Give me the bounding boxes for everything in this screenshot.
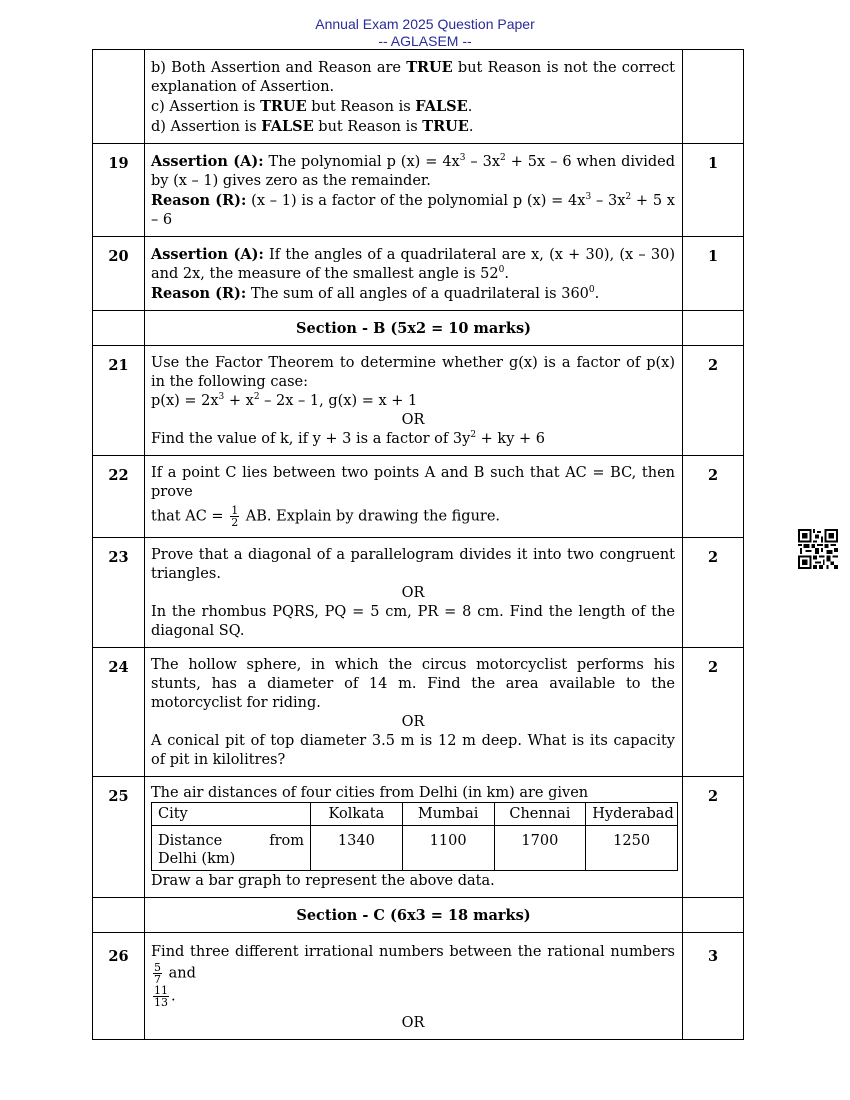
assertion: Assertion (A): If the angles of a quadrilateral are x, (x + 30), (x – 30) and 2x, the measure of the smallest angle is $52^0$. [151, 246, 675, 282]
table-row [93, 538, 744, 648]
distance-table [151, 802, 678, 871]
marks: 2 [683, 346, 744, 456]
table-header-cell: Hyderabad [586, 803, 678, 826]
marks: 3 [683, 933, 744, 1040]
marks: 2 [683, 538, 744, 648]
table-cell: 1250 [586, 826, 678, 871]
table-cell: 1100 [402, 826, 494, 871]
marks: 2 [683, 648, 744, 777]
question-text: The air distances of four cities from Delhi (in km) are given City Kolkata Mumbai Chennai Hyderabad Distance from Delhi (km) 1340 1100 1700 1250 Draw a bar graph to represent the above data. [145, 777, 683, 898]
table-header-cell: Mumbai [402, 803, 494, 826]
table-row [93, 933, 744, 1040]
table-cell: 1340 [311, 826, 403, 871]
alternative: Find the value of k, if y + 3 is a factor of $3y^2$ + ky + 6 [151, 430, 545, 447]
question-number: 25 [93, 777, 145, 898]
table-row [93, 237, 744, 311]
table-row [93, 648, 744, 777]
question-text: Use the Factor Theorem to determine whether g(x) is a factor of p(x) in the following case: $p(x) = 2x^3 + x^2 - 2x - 1$, g(x) = x + 1 OR Find the value of k, if y + 3 is a factor of $3y^2$ + ky + 6 [145, 346, 683, 456]
table-header-row [152, 803, 678, 826]
question-number: 20 [93, 237, 145, 311]
question-number: 26 [93, 933, 145, 1040]
question-text: Find three different irrational numbers between the rational numbers $\frac{5}{7}$ and $\frac{11}{13}$ . OR [145, 933, 683, 1040]
section-heading: Section - C (6x3 = 18 marks) [145, 898, 683, 933]
source-label: -- AGLASEM -- [378, 33, 472, 49]
table-row [93, 777, 744, 898]
assertion: Assertion (A): The polynomial p $(x) = 4x^3 - 3x^2 + 5x - 6$ when divided by (x – 1) gives zero as the remainder. [151, 153, 676, 189]
exam-title: Annual Exam 2025 Question Paper [315, 16, 535, 32]
table-cell: 1700 [494, 826, 586, 871]
question-number: 21 [93, 346, 145, 456]
table-row [93, 144, 744, 237]
question-text [145, 144, 683, 237]
section-heading: Section - B (5x2 = 10 marks) [145, 311, 683, 346]
question-text: Prove that a diagonal of a parallelogram divides it into two congruent triangles. OR In the rhombus PQRS, PQ = 5 cm, PR = 8 cm. Find the length of the diagonal SQ. [145, 538, 683, 648]
question-number: 24 [93, 648, 145, 777]
fraction: $\frac{11}{13}$ [154, 984, 168, 1009]
or-label: OR [401, 714, 425, 730]
table-row [93, 311, 744, 346]
table-row [93, 50, 744, 144]
or-label: OR [401, 412, 425, 428]
question-table [92, 49, 744, 1040]
qr-code-icon [798, 528, 838, 570]
option-c: c) Assertion is TRUE but Reason is FALSE. [151, 98, 473, 115]
question-number [93, 50, 145, 144]
question-number: 23 [93, 538, 145, 648]
option-d: d) Assertion is FALSE but Reason is TRUE. [151, 118, 474, 135]
fraction: $\frac{1}{2}$ [231, 504, 239, 529]
question-text [145, 50, 683, 144]
question-text [145, 237, 683, 311]
table-row [93, 346, 744, 456]
expression: $p(x) = 2x^3 + x^2 - 2x - 1$, g(x) = x + 1 [151, 392, 418, 409]
reason: Reason (R): (x – 1) is a factor of the polynomial p $(x) = 4x^3 - 3x^2 + 5$ x – 6 [151, 192, 675, 228]
page-header [0, 16, 850, 50]
marks: 2 [683, 456, 744, 538]
table-row [93, 456, 744, 538]
table-header-cell: Chennai [494, 803, 586, 826]
marks: 2 [683, 777, 744, 898]
table-row [93, 898, 744, 933]
marks [683, 50, 744, 144]
question-text: The hollow sphere, in which the circus motorcyclist performs his stunts, has a diameter of 14 m. Find the area available to the motorcyclist for riding. OR A conical pit of top diameter 3.5 m is 12 m deep. What is its capacity of pit in kilolitres? [145, 648, 683, 777]
marks: 1 [683, 144, 744, 237]
or-label: OR [401, 585, 425, 601]
fraction: $\frac{5}{7}$ [154, 961, 161, 986]
table-row [152, 826, 678, 871]
table-header-cell: City [152, 803, 311, 826]
question-text: If a point C lies between two points A and B such that AC = BC, then prove that AC = $\frac{1}{2}$ AB. Explain by drawing the figure. [145, 456, 683, 538]
option-b: b) Both Assertion and Reason are TRUE but Reason is not the correct explanation of Assertion. [151, 59, 676, 95]
table-cell: Distance from Delhi (km) [152, 826, 311, 871]
question-number: 19 [93, 144, 145, 237]
or-label: OR [401, 1015, 425, 1031]
reason: Reason (R): The sum of all angles of a quadrilateral is $360^0$. [151, 285, 600, 302]
table-header-cell: Kolkata [311, 803, 403, 826]
marks: 1 [683, 237, 744, 311]
question-number: 22 [93, 456, 145, 538]
